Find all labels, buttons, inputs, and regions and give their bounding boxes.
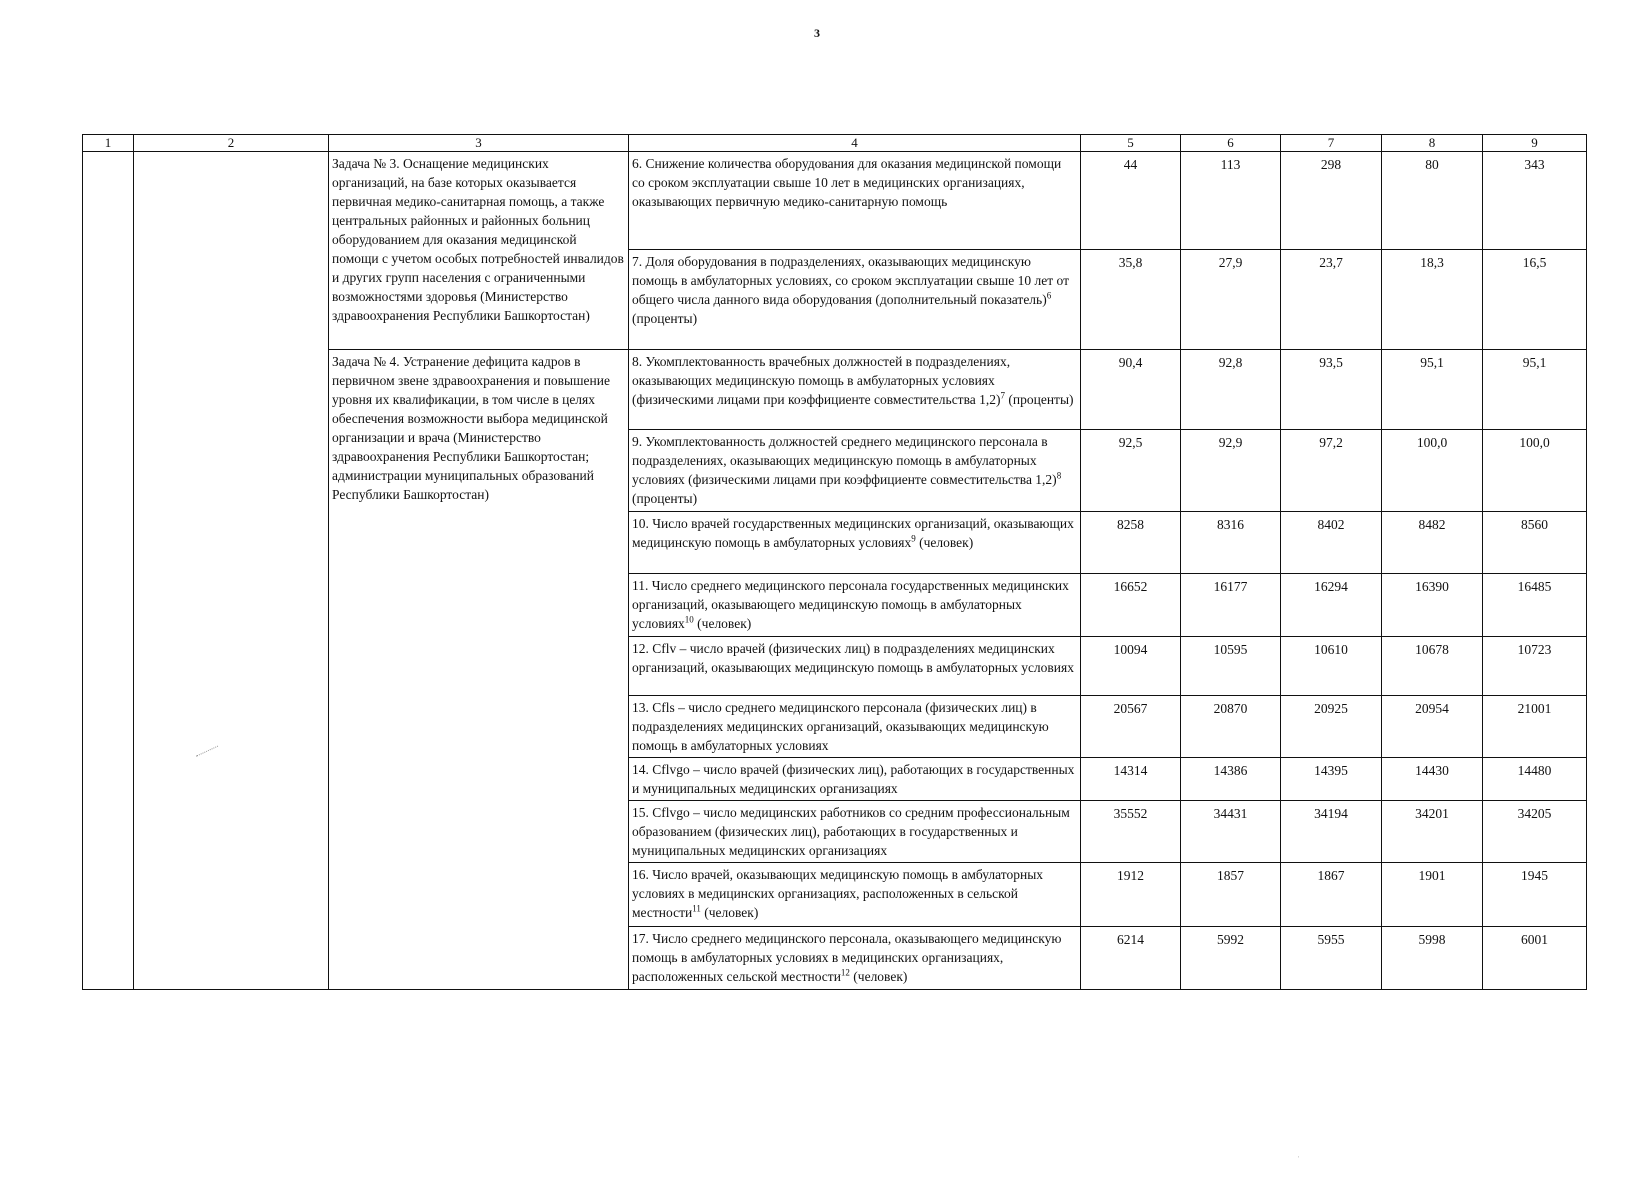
value-cell: 92,8 [1181,350,1281,430]
column-header: 4 [629,135,1081,152]
column-header: 2 [134,135,329,152]
value-cell: 23,7 [1281,250,1382,350]
value-cell: 1867 [1281,863,1382,927]
value-cell: 92,5 [1081,430,1181,512]
indicator-cell [629,637,1081,696]
value-cell: 93,5 [1281,350,1382,430]
task-description: Задача № 3. Оснащение медицинских организаций, на базе которых оказывается первичная медико-санитарная помощь, а также центральных районных и районных больниц оборудованием для оказания медицинской помощи с учетом особых потребностей инвалидов и других групп населения с ограниченными возможностями здоровья (Министерство здравоохранения Республики Башкортостан) [329,152,629,350]
column-header: 1 [83,135,134,152]
indicator-text: 6. Снижение количества оборудования для оказания медицинской помощи со сроком эксплуатации свыше 10 лет в медицинских организациях, оказывающих первичную медико-санитарную помощь [632,156,1062,209]
value-cell: 10610 [1281,637,1382,696]
page-number: 3 [814,26,820,40]
value-cell: 35552 [1081,801,1181,863]
value-cell: 5992 [1181,927,1281,990]
value-cell: 1901 [1382,863,1483,927]
indicator-cell [629,430,1081,512]
value-cell: 8258 [1081,512,1181,574]
value-cell: 16294 [1281,574,1382,637]
column-header: 8 [1382,135,1483,152]
value-cell: 298 [1281,152,1382,250]
indicator-unit: (человек) [693,616,752,631]
value-cell: 6214 [1081,927,1181,990]
value-cell: 14386 [1181,758,1281,801]
value-cell: 90,4 [1081,350,1181,430]
value-cell: 14395 [1281,758,1382,801]
value-cell: 34201 [1382,801,1483,863]
column-header: 9 [1483,135,1587,152]
indicator-cell [629,574,1081,637]
value-cell: 10595 [1181,637,1281,696]
column-header: 3 [329,135,629,152]
indicator-cell [629,250,1081,350]
value-cell: 14430 [1382,758,1483,801]
value-cell: 35,8 [1081,250,1181,350]
footnote-ref: 9 [911,533,916,544]
indicator-unit: (проценты) [632,311,698,326]
value-cell: 95,1 [1382,350,1483,430]
value-cell: 16390 [1382,574,1483,637]
indicator-cell [629,512,1081,574]
indicator-unit: (человек) [700,905,759,920]
value-cell: 16485 [1483,574,1587,637]
value-cell: 8316 [1181,512,1281,574]
indicator-text: 9. Укомплектованность должностей среднего медицинского персонала в подразделениях, оказывающих медицинскую помощь в амбулаторных условиях (физическими лицами при коэффициенте совместительства 1,2) [632,434,1057,487]
indicators-table [82,134,1587,990]
indicator-cell [629,863,1081,927]
indicator-text: 11. Число среднего медицинского персонала государственных медицинских организаций, оказывающего медицинскую помощь в амбулаторных условиях [632,578,1069,631]
col2-empty-cell [134,152,329,990]
value-cell: 10678 [1382,637,1483,696]
value-cell: 16652 [1081,574,1181,637]
indicator-text: 16. Число врачей, оказывающих медицинскую помощь в амбулаторных условиях в медицинских организациях, расположенных в сельской местности [632,867,1044,920]
col1-empty-cell [83,152,134,990]
value-cell: 343 [1483,152,1587,250]
value-cell: 10723 [1483,637,1587,696]
value-cell: 8560 [1483,512,1587,574]
indicator-text: 8. Укомплектованность врачебных должностей в подразделениях, оказывающих медицинскую помощь в амбулаторных условиях (физическими лицами при коэффициенте совместительства 1,2) [632,354,1011,407]
value-cell: 34194 [1281,801,1382,863]
indicator-text: 10. Число врачей государственных медицинских организаций, оказывающих медицинскую помощь в амбулаторных условиях [632,516,1074,550]
indicator-text: 15. Cflvgo – число медицинских работников со средним профессиональным образованием (физических лиц), работающих в государственных и муниципальных медицинских организациях [632,805,1070,858]
footnote-ref: 10 [684,614,694,625]
value-cell: 27,9 [1181,250,1281,350]
value-cell: 16177 [1181,574,1281,637]
task-description: Задача № 4. Устранение дефицита кадров в первичном звене здравоохранения и повышение уровня их квалификации, в том числе в целях обеспечения возможности выбора медицинской организации и врача (Министерство здравоохранения Республики Башкортостан; администрации муниципальных образований Республики Башкортостан) [329,350,629,990]
footnote-ref: 6 [1046,290,1052,301]
value-cell: 6001 [1483,927,1587,990]
value-cell: 1912 [1081,863,1181,927]
value-cell: 1857 [1181,863,1281,927]
footnote-ref: 12 [840,967,850,978]
value-cell: 14480 [1483,758,1587,801]
value-cell: 80 [1382,152,1483,250]
value-cell: 34205 [1483,801,1587,863]
value-cell: 20925 [1281,696,1382,758]
indicator-text: 12. Cflv – число врачей (физических лиц) в подразделениях медицинских организаций, оказывающих медицинскую помощь в амбулаторных условиях [632,641,1074,675]
value-cell: 8402 [1281,512,1382,574]
column-header: 7 [1281,135,1382,152]
value-cell: 16,5 [1483,250,1587,350]
value-cell: 20954 [1382,696,1483,758]
value-cell: 8482 [1382,512,1483,574]
column-number-row [83,135,1587,152]
value-cell: 20567 [1081,696,1181,758]
footnote-ref: 8 [1056,470,1062,481]
indicator-cell [629,152,1081,250]
value-cell: 14314 [1081,758,1181,801]
value-cell: 100,0 [1382,430,1483,512]
value-cell: 1945 [1483,863,1587,927]
indicator-unit: (человек) [915,535,974,550]
indicator-cell [629,927,1081,990]
value-cell: 97,2 [1281,430,1382,512]
value-cell: 92,9 [1181,430,1281,512]
indicator-cell [629,801,1081,863]
indicator-text: 13. Cfls – число среднего медицинского персонала (физических лиц) в подразделениях медицинских организаций, оказывающих медицинскую помощь в амбулаторных условиях [632,700,1049,753]
column-header: 5 [1081,135,1181,152]
indicator-cell [629,696,1081,758]
indicator-cell [629,758,1081,801]
value-cell: 18,3 [1382,250,1483,350]
footnote-ref: 11 [692,903,701,914]
indicator-cell [629,350,1081,430]
indicator-unit: (проценты) [632,491,698,506]
value-cell: 100,0 [1483,430,1587,512]
indicator-text: 7. Доля оборудования в подразделениях, оказывающих медицинскую помощь в амбулаторных условиях, со сроком эксплуатации свыше 10 лет от общего числа данного вида оборудования (дополнительный показатель) [632,254,1070,307]
value-cell: 20870 [1181,696,1281,758]
value-cell: 5955 [1281,927,1382,990]
value-cell: 21001 [1483,696,1587,758]
value-cell: 10094 [1081,637,1181,696]
indicator-unit: (проценты) [1005,392,1074,407]
table-row [83,152,1587,250]
value-cell: 34431 [1181,801,1281,863]
indicator-text: 17. Число среднего медицинского персонала, оказывающего медицинскую помощь в амбулаторных условиях в медицинских организациях, расположенных сельской местности [632,931,1062,984]
column-header: 6 [1181,135,1281,152]
value-cell: 44 [1081,152,1181,250]
value-cell: 113 [1181,152,1281,250]
table-body [83,152,1587,990]
value-cell: 95,1 [1483,350,1587,430]
footnote-ref: 7 [1000,390,1006,401]
value-cell: 5998 [1382,927,1483,990]
scan-speck: ˈ [1297,1155,1300,1164]
indicator-text: 14. Cflvgo – число врачей (физических лиц), работающих в государственных и муниципальных медицинских организациях [632,762,1075,796]
indicator-unit: (человек) [849,969,908,984]
